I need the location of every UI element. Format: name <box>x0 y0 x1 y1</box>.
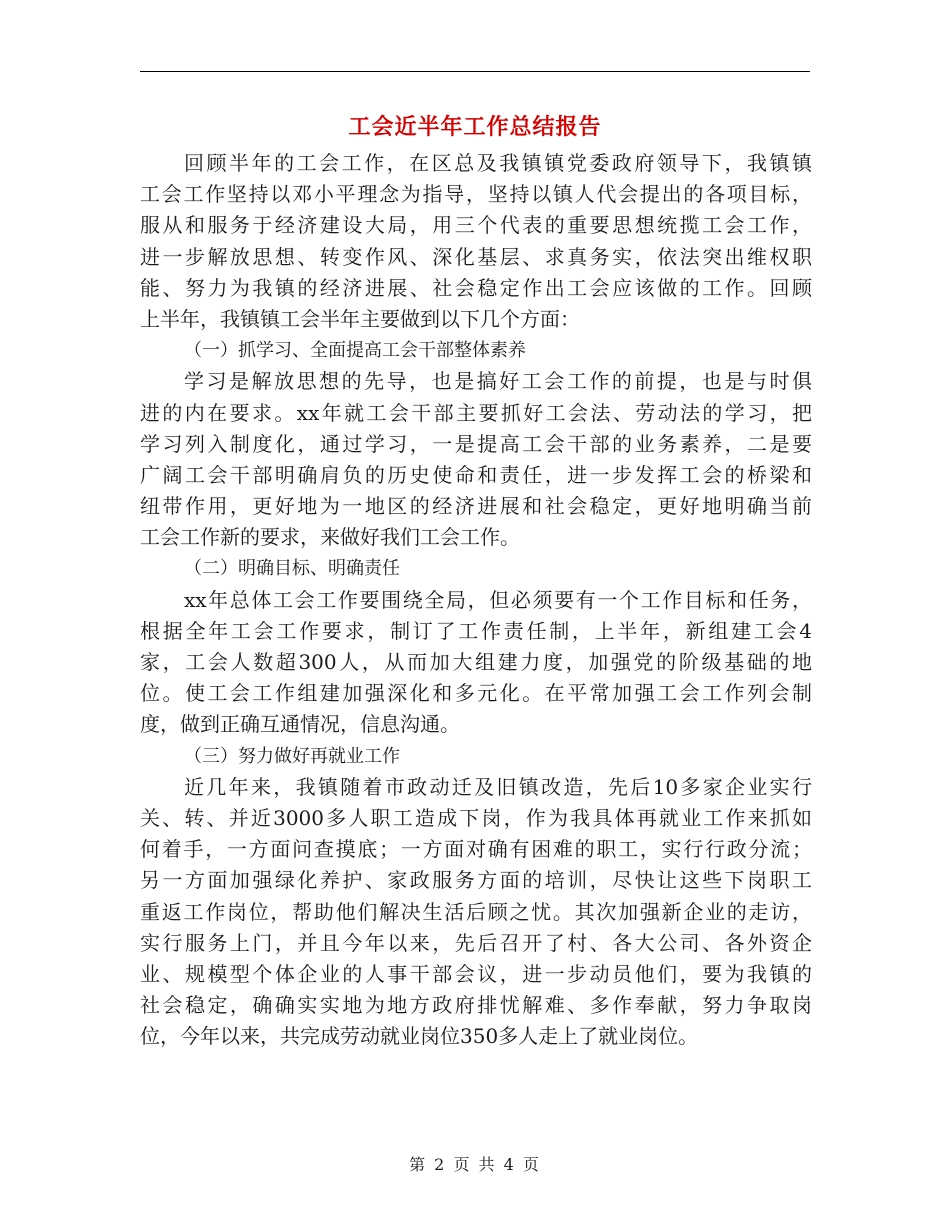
text-line: 位，今年以来，共完成劳动就业岗位350多人走上了就业岗位。 <box>140 1024 699 1049</box>
text-line: 服从和服务于经济建设大局，用三个代表的重要思想统揽工会工作， <box>140 213 812 238</box>
text-line: 度，做到正确互通情况，信息沟通。 <box>140 712 460 737</box>
text-line: 另一方面加强绿化养护、家政服务方面的培训，尽快让这些下岗职工 <box>140 868 812 893</box>
text-line: 家，工会人数超300人，从而加大组建力度，加强党的阶级基础的地 <box>140 650 812 674</box>
text-line: 近几年来，我镇随着市政动迁及旧镇改造，先后10多家企业实行 <box>184 774 812 799</box>
text-line: xx年总体工会工作要围绕全局，但必须要有一个工作目标和任务， <box>184 587 812 612</box>
text-line: 纽带作用，更好地为一地区的经济进展和社会稳定，更好地明确当前 <box>140 494 812 519</box>
document-body <box>140 148 812 1052</box>
text-line: 根据全年工会工作要求，制订了工作责任制，上半年，新组建工会4 <box>140 618 812 643</box>
text-line: 业、规模型个体企业的人事干部会议，进一步动员他们，要为我镇的 <box>140 961 812 986</box>
text-line: 进一步解放思想、转变作风、深化基层、求真务实，依法突出维权职 <box>140 244 812 269</box>
text-line: 重返工作岗位，帮助他们解决生活后顾之忧。其次加强新企业的走访， <box>140 899 812 924</box>
section-heading-1: （一）抓学习、全面提高工会干部整体素养 <box>184 340 526 362</box>
text-line: 上半年，我镇镇工会半年主要做到以下几个方面： <box>140 306 580 331</box>
text-line: 广阔工会干部明确肩负的历史使命和责任，进一步发挥工会的桥梁和 <box>140 462 812 487</box>
text-line: 工会工作坚持以邓小平理念为指导，坚持以镇人代会提出的各项目标， <box>140 182 812 207</box>
text-line: 关、转、并近3000多人职工造成下岗，作为我具体再就业工作来抓如 <box>140 805 812 830</box>
text-line: 工会工作新的要求，来做好我们工会工作。 <box>140 525 520 550</box>
text-line: 回顾半年的工会工作，在区总及我镇镇党委政府领导下，我镇镇 <box>184 151 812 175</box>
text-line: 学习是解放思想的先导，也是搞好工会工作的前提，也是与时俱 <box>184 369 812 394</box>
text-line: 能、努力为我镇的经济进展、社会稳定作出工会应该做的工作。回顾 <box>140 275 812 300</box>
text-line: 社会稳定，确确实实地为地方政府排忧解难、多作奉献，努力争取岗 <box>140 993 812 1018</box>
text-line: 实行服务上门，并且今年以来，先后召开了村、各大公司、各外资企 <box>140 930 812 955</box>
section-heading-3: （三）努力做好再就业工作 <box>184 745 400 767</box>
text-line: 进的内在要求。xx年就工会干部主要抓好工会法、劳动法的学习，把 <box>140 400 812 425</box>
text-line: 学习列入制度化，通过学习，一是提高工会干部的业务素养，二是要 <box>140 431 812 456</box>
text-line: 何着手，一方面问查摸底；一方面对确有困难的职工，实行行政分流； <box>140 837 812 862</box>
page-number: 第 2 页 共 4 页 <box>409 1155 541 1174</box>
text-line: 位。使工会工作组建加强深化和多元化。在平常加强工会工作列会制 <box>140 681 812 706</box>
section-heading-2: （二）明确目标、明确责任 <box>184 558 400 580</box>
header-rule <box>140 71 810 72</box>
document-title: 工会近半年工作总结报告 <box>348 114 602 140</box>
